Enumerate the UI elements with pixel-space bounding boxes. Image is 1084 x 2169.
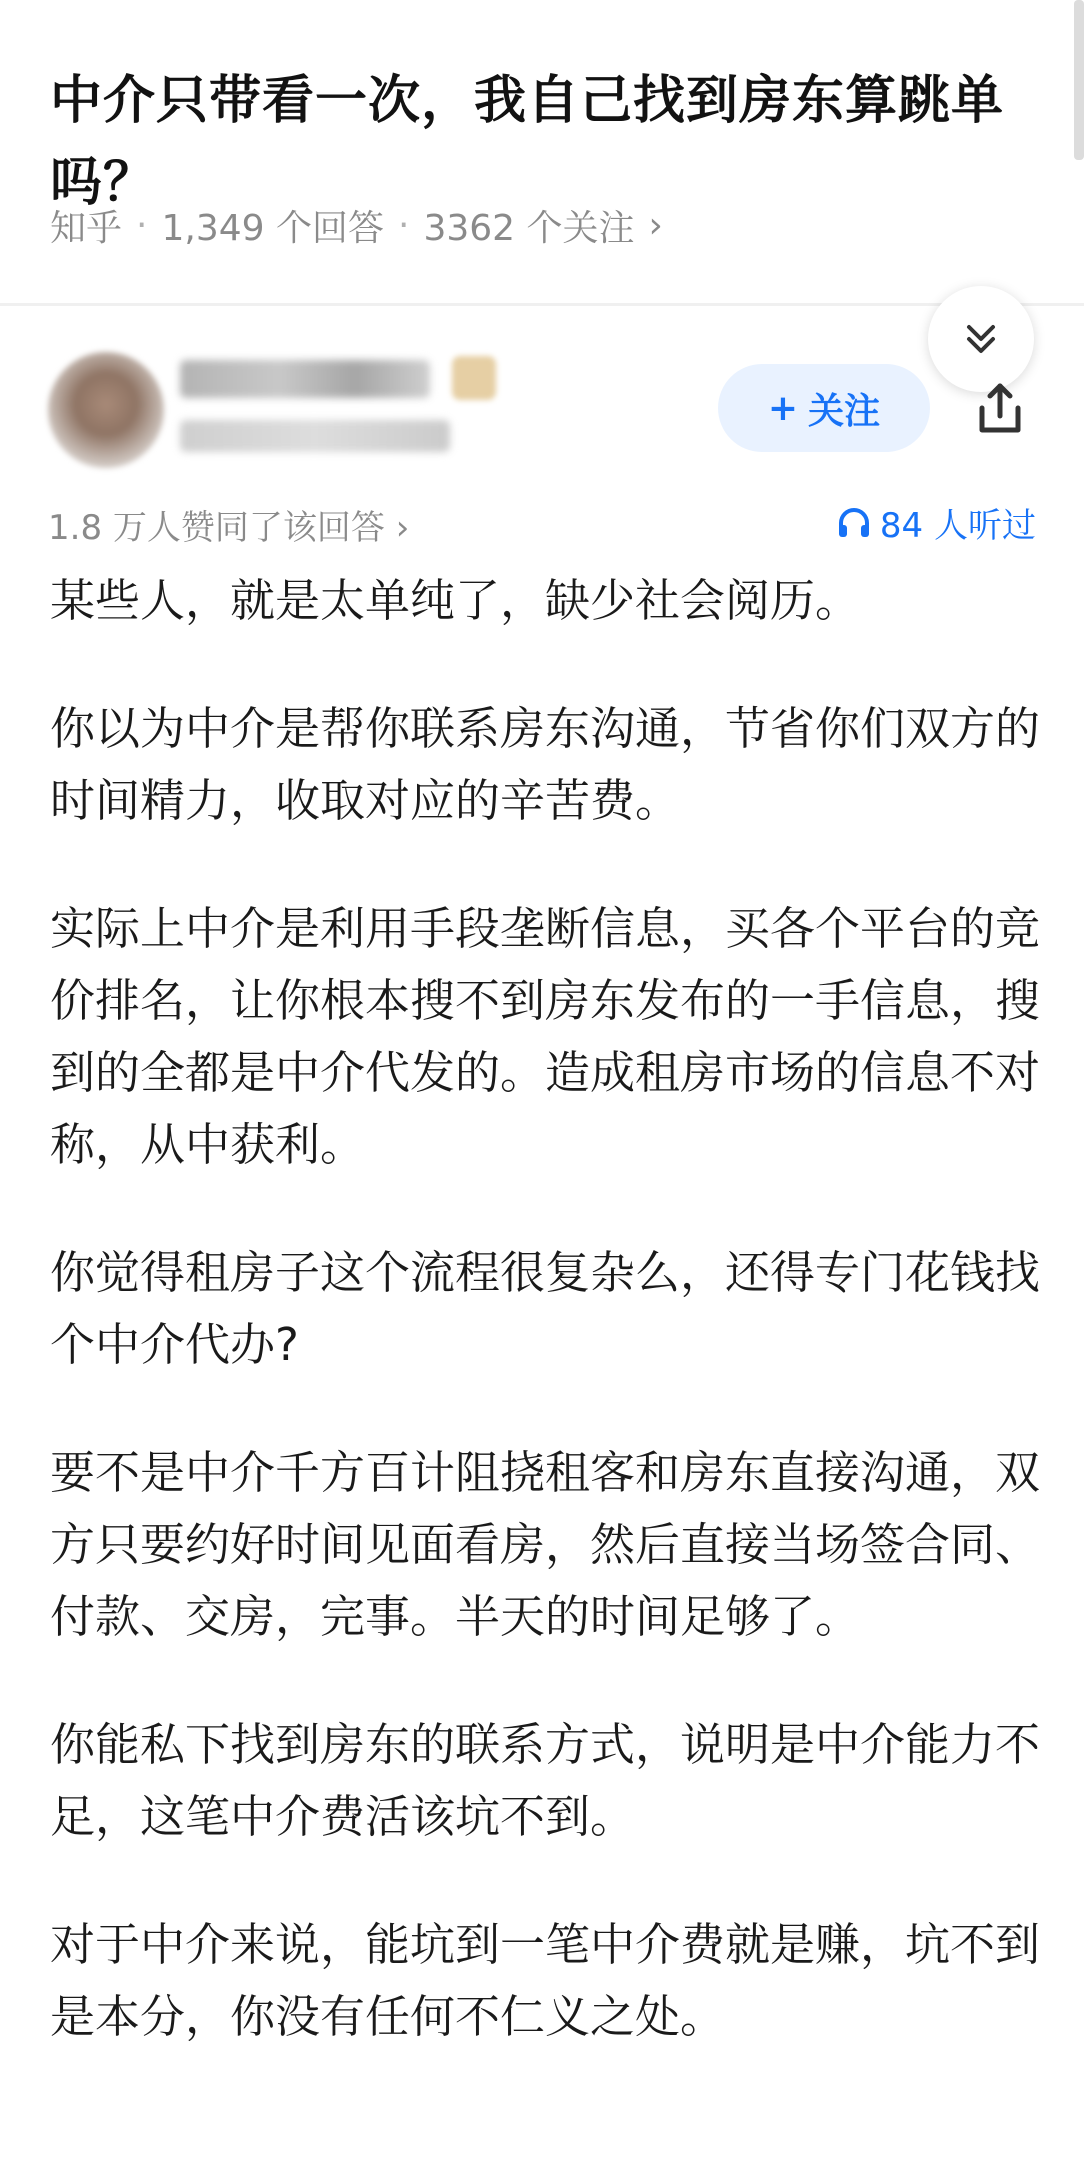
author-badge [452, 356, 496, 400]
question-title[interactable]: 中介只带看一次，我自己找到房东算跳单吗？ [50, 70, 1005, 213]
meta-separator: · [136, 205, 148, 246]
listen-count-button[interactable] [836, 498, 1036, 547]
share-button[interactable] [968, 378, 1032, 442]
answer-count: 1,349 个回答 [161, 208, 384, 249]
follow-button[interactable] [718, 364, 930, 452]
answer-paragraph: 你以为中介是帮你联系房东沟通，节省你们双方的时间精力，收取对应的辛苦费。 [50, 702, 1041, 827]
plus-icon: + [767, 387, 799, 429]
avatar[interactable] [48, 352, 164, 468]
source-label: 知乎 [50, 208, 123, 249]
answer-paragraph: 你能私下找到房东的联系方式，说明是中介能力不足，这笔中介费活该坑不到。 [50, 1718, 1041, 1843]
chevron-right-icon: › [395, 508, 410, 548]
author-name-blurred[interactable] [180, 360, 430, 398]
answer-paragraph: 对于中介来说，能坑到一笔中介费就是赚，坑不到是本分，你没有任何不仁义之处。 [50, 1918, 1041, 2043]
follow-label: 关注 [808, 390, 881, 432]
answer-paragraph: 实际上中介是利用手段垄断信息，买各个平台的竞价排名，让你根本搜不到房东发布的一手信息，搜到的全都是中介代发的。造成租房市场的信息不对称，从中获利。 [50, 902, 1041, 1171]
listen-count: 84 人听过 [879, 506, 1036, 546]
answer-body[interactable] [50, 565, 1040, 2109]
answer-paragraph: 某些人，就是太单纯了，缺少社会阅历。 [50, 574, 861, 627]
question-meta[interactable] [50, 200, 663, 251]
vote-summary[interactable] [48, 500, 409, 549]
collapse-button[interactable] [928, 286, 1034, 392]
answer-paragraph: 你觉得租房子这个流程很复杂么，还得专门花钱找个中介代办? [50, 1246, 1041, 1371]
answer-paragraph: 要不是中介千方百计阻挠租客和房东直接沟通，双方只要约好时间见面看房，然后直接当场签合同、付款、交房，完事。半天的时间足够了。 [50, 1446, 1041, 1643]
follower-count: 3362 个关注 [423, 208, 635, 249]
collapse-double-chevron-icon [961, 319, 1001, 359]
meta-separator: · [397, 205, 410, 246]
headphones-icon [836, 505, 872, 541]
divider [0, 303, 1084, 306]
share-icon [968, 378, 1032, 442]
chevron-right-icon: › [648, 205, 663, 246]
vote-count: 1.8 万人赞同了该回答 [48, 508, 385, 548]
scrollbar[interactable] [1074, 0, 1084, 160]
author-bio-blurred [180, 420, 450, 452]
